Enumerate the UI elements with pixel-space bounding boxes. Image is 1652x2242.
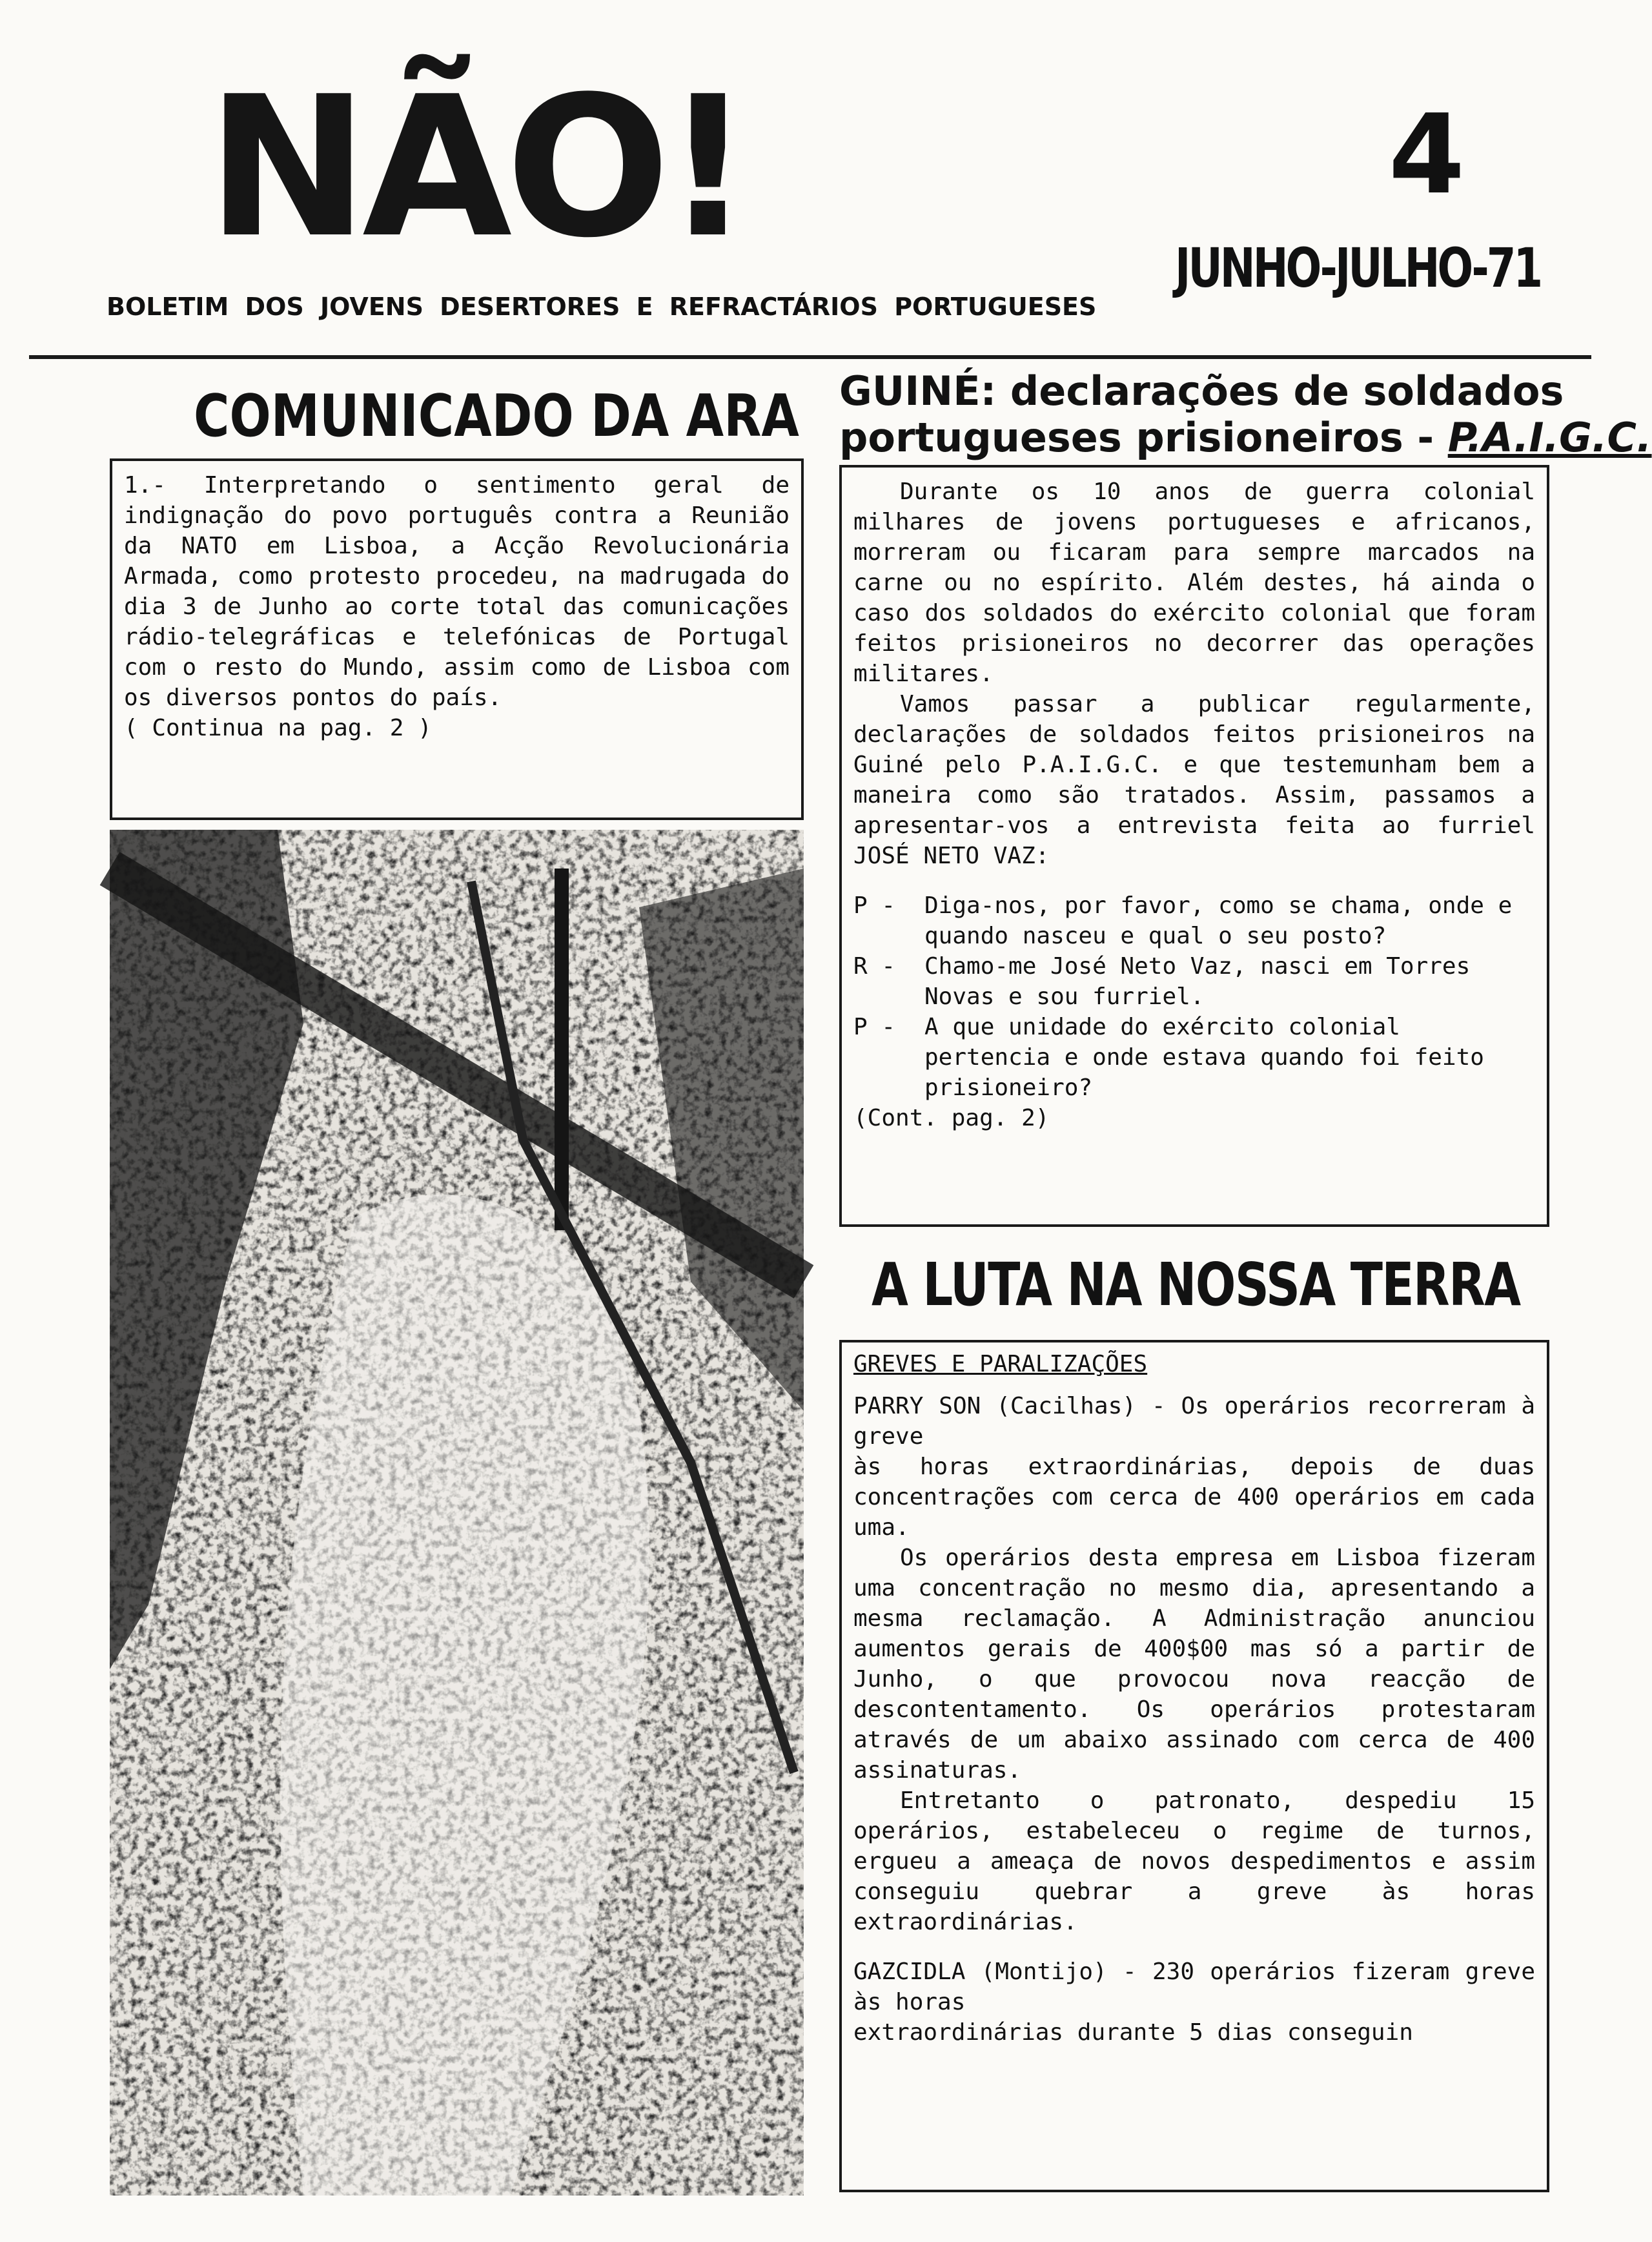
masthead-subtitle: BOLETIM DOS JOVENS DESERTORES E REFRACTÁRIOS PORTUGUESES [107, 293, 1097, 321]
luta-headline: A LUTA NA NOSSA TERRA [872, 1250, 1520, 1319]
paragraph-gap [853, 871, 1535, 890]
luta-paragraph-2: Os operários desta empresa em Lisboa fizeram uma concentração no mesmo dia, apresentando a mesma reclamação. A Administração anunciou aumentos gerais de 400$00 mas só a partir de Junho, o que provocou nova reacção de descontentamento. Os operários protestaram através de um abaixo assinado com cerca de 400 assinaturas. [853, 1545, 1535, 1784]
issue-date: JUNHO-JULHO-71 [1175, 236, 1541, 300]
interview-text: Chamo-me José Neto Vaz, nasci em Torres Novas e sou furriel. [924, 953, 1471, 1010]
interview-label: P - [853, 1014, 896, 1040]
guine-headline-org: P.A.I.G.C. [1447, 414, 1652, 461]
ara-headline: COMUNICADO DA ARA [194, 382, 799, 450]
photo-graphic [110, 830, 804, 2196]
interview-text: A que unidade do exército colonial pertencia e onde estava quando foi feito prisioneiro? [924, 1014, 1484, 1101]
parry-son-lead: PARRY SON (Cacilhas) - Os operários recorreram à greve [853, 1393, 1535, 1450]
guine-paragraph-2: Vamos passar a publicar regularmente, declarações de soldados feitos prisioneiros na Guiné pelo P.A.I.G.C. e que testemunham bem a maneira como são tratados. Assim, passamos a apresentar-vos a entrevista feita ao furriel JOSÉ NETO VAZ: [853, 691, 1535, 869]
issue-number: 4 [1388, 91, 1465, 219]
paragraph-gap [853, 1937, 1535, 1957]
luta-paragraph-3: Entretanto o patronato, despediu 15 operários, estabeleceu o regime de turnos, ergueu a ameaça de novos despedimentos e assim conseguiu quebrar a greve às horas extraordinárias. [853, 1787, 1535, 1935]
ara-article-text: 1.- Interpretando o sentimento geral de indignação do povo português contra a Reunião da NATO em Lisboa, a Acção Revolucionária Armada, como protesto procedeu, na madrugada do dia 3 de Junho ao corte total das comunicações rádio-telegráficas e telefónicas de Portugal com o resto do Mundo, assim como de Lisboa com os diversos pontos do país. [124, 472, 790, 711]
parry-son-text: às horas extraordinárias, depois de duas concentrações com cerca de 400 operários em cada uma. [853, 1454, 1535, 1541]
gazcidla-text: extraordinárias durante 5 dias conseguin [853, 2019, 1413, 2046]
interview-item [853, 951, 1535, 1012]
interview-text: Diga-nos, por favor, como se chama, onde e quando nasceu e qual o seu posto? [924, 892, 1513, 949]
masthead-logo-title: NÃO! [207, 55, 746, 280]
guine-headline-line2-text: portugueses prisioneiros - [839, 414, 1448, 461]
gazcidla-lead: GAZCIDLA (Montijo) - 230 operários fizeram greve às horas [853, 1959, 1535, 2015]
guine-paragraph-1: Durante os 10 anos de guerra colonial milhares de jovens portugueses e africanos, morreram ou ficaram para sempre marcados na carne ou no espírito. Além destes, há ainda o caso dos soldados do exército colonial que foram feitos prisioneiros no decorrer das operações militares. [853, 478, 1535, 687]
greves-article-box [839, 1340, 1549, 2192]
greves-section-title: GREVES E PARALIZAÇÕES [853, 1351, 1148, 1377]
ara-article-box [110, 458, 804, 820]
guine-headline [839, 367, 1652, 465]
interview-item [853, 890, 1535, 951]
masthead-divider [29, 355, 1591, 359]
guine-continued-note: (Cont. pag. 2) [853, 1105, 1050, 1131]
guine-headline-line2 [839, 414, 1652, 461]
ara-continued-note: ( Continua na pag. 2 ) [124, 715, 432, 741]
guerrilla-photo [110, 830, 804, 2196]
interview-label: R - [853, 953, 896, 980]
interview-label: P - [853, 892, 896, 919]
guine-headline-line1: GUINÉ: declarações de soldados [839, 367, 1564, 415]
guine-article-box [839, 465, 1549, 1227]
interview-item [853, 1012, 1535, 1103]
